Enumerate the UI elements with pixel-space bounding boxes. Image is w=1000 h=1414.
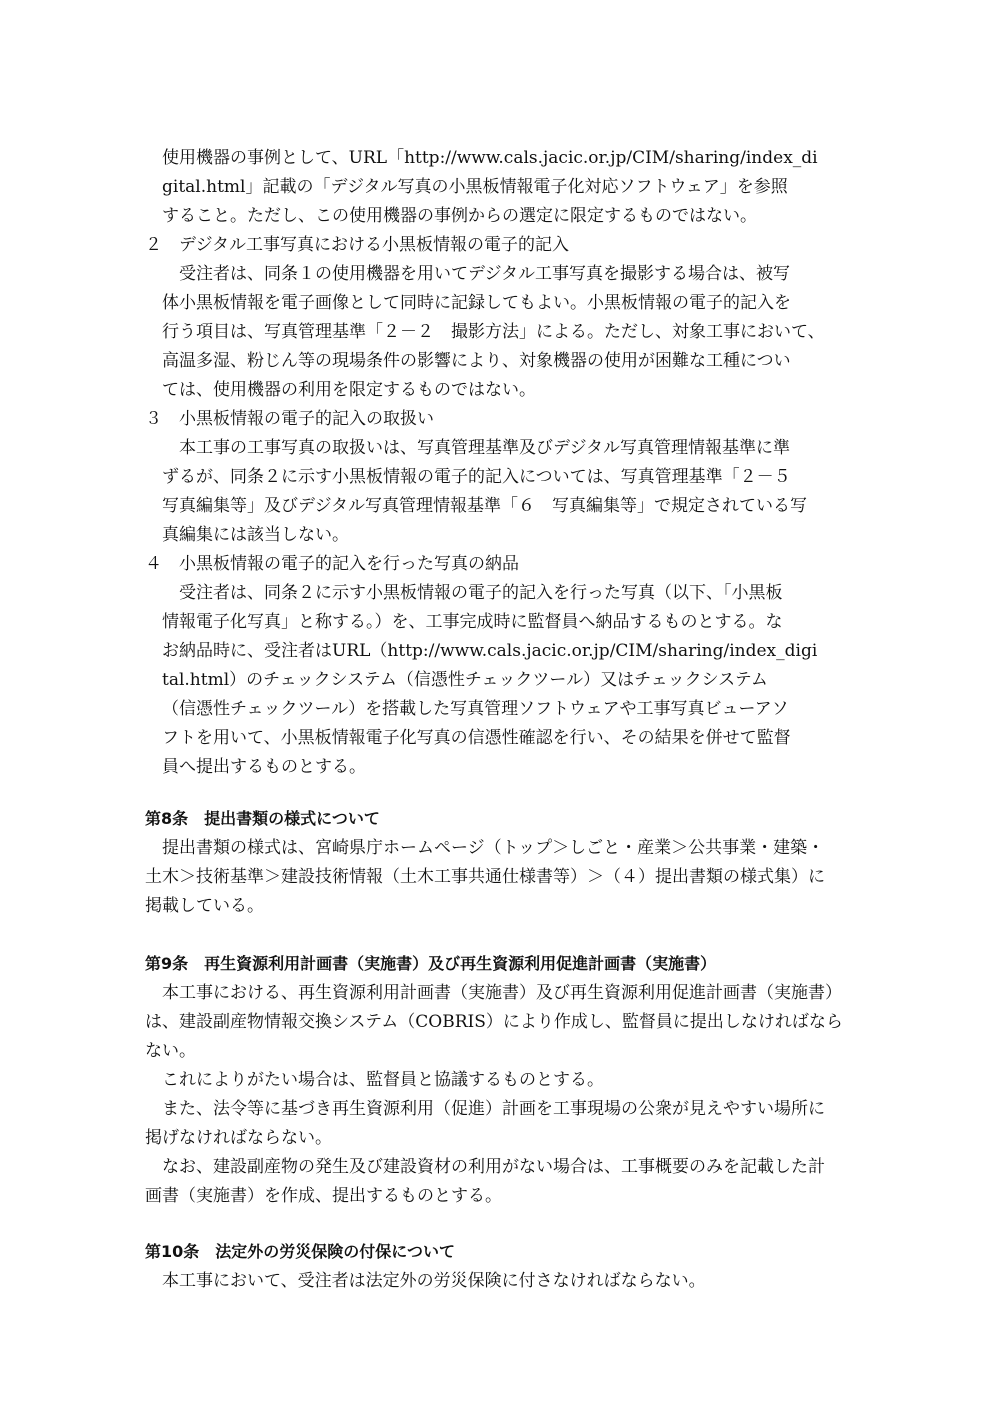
- item-heading: ４ 小黒板情報の電子的記入を行った写真の納品: [145, 554, 519, 574]
- paragraph-line: ない。: [145, 1041, 196, 1061]
- paragraph-line: 本工事において、受注者は法定外の労災保険に付さなければならない。: [162, 1271, 706, 1291]
- paragraph-line: 本工事における、再生資源利用計画書（実施書）及び再生資源利用促進計画書（実施書）: [162, 983, 842, 1003]
- paragraph-line: 本工事の工事写真の取扱いは、写真管理基準及びデジタル写真管理情報基準に準: [179, 438, 790, 458]
- article-heading: 第9条 再生資源利用計画書（実施書）及び再生資源利用促進計画書（実施書）: [145, 954, 717, 973]
- paragraph-line: 受注者は、同条１の使用機器を用いてデジタル工事写真を撮影する場合は、被写: [179, 264, 790, 284]
- paragraph-line: なお、建設副産物の発生及び建設資材の利用がない場合は、工事概要のみを記載した計: [162, 1157, 825, 1177]
- paragraph-line: すること。ただし、この使用機器の事例からの選定に限定するものではない。: [162, 206, 757, 226]
- paragraph-line: 土木＞技術基準＞建設技術情報（土木工事共通仕様書等）＞（４）提出書類の様式集）に: [145, 867, 825, 887]
- paragraph-line: tal.html）のチェックシステム（信憑性チェックツール）又はチェックシステム: [162, 670, 768, 690]
- paragraph-line: フトを用いて、小黒板情報電子化写真の信憑性確認を行い、その結果を併せて監督: [162, 728, 791, 748]
- paragraph-line: 写真編集等」及びデジタル写真管理情報基準「６ 写真編集等」で規定されている写: [162, 496, 807, 516]
- paragraph-line: 員へ提出するものとする。: [162, 757, 366, 777]
- paragraph-line: 受注者は、同条２に示す小黒板情報の電子的記入を行った写真（以下、「小黒板: [179, 583, 783, 603]
- paragraph-line: また、法令等に基づき再生資源利用（促進）計画を工事現場の公衆が見えやすい場所に: [162, 1099, 825, 1119]
- paragraph-line: （信憑性チェックツール）を搭載した写真管理ソフトウェアや工事写真ビューアソ: [162, 699, 789, 719]
- paragraph-line: 提出書類の様式は、宮崎県庁ホームページ（トップ＞しごと・産業＞公共事業・建築・: [162, 838, 825, 858]
- paragraph-line: gital.html」記載の「デジタル写真の小黒板情報電子化対応ソフトウェア」を参照: [162, 177, 788, 197]
- paragraph-line: お納品時に、受注者はURL（http://www.cals.jacic.or.jp/CIM/sharing/index_digi: [162, 641, 818, 661]
- paragraph-line: 掲載している。: [145, 896, 264, 916]
- paragraph-line: 高温多湿、粉じん等の現場条件の影響により、対象機器の使用が困難な工種につい: [162, 351, 791, 371]
- paragraph-line: 使用機器の事例として、URL「http://www.cals.jacic.or.jp/CIM/sharing/index_di: [162, 148, 818, 168]
- paragraph-line: 掲げなければならない。: [145, 1128, 332, 1148]
- paragraph-line: ずるが、同条２に示す小黒板情報の電子的記入については、写真管理基準「２－５: [162, 467, 791, 487]
- paragraph-line: 真編集には該当しない。: [162, 525, 349, 545]
- article-heading: 第10条 法定外の労災保険の付保について: [145, 1242, 455, 1261]
- article-heading: 第8条 提出書類の様式について: [145, 809, 380, 828]
- item-heading: ３ 小黒板情報の電子的記入の取扱い: [145, 409, 434, 429]
- paragraph-line: 体小黒板情報を電子画像として同時に記録してもよい。小黒板情報の電子的記入を: [162, 293, 791, 313]
- paragraph-line: これによりがたい場合は、監督員と協議するものとする。: [162, 1070, 604, 1090]
- paragraph-line: 情報電子化写真」と称する。）を、工事完成時に監督員へ納品するものとする。な: [162, 612, 783, 632]
- paragraph-line: ては、使用機器の利用を限定するものではない。: [162, 380, 536, 400]
- item-heading: ２ デジタル工事写真における小黒板情報の電子的記入: [145, 235, 569, 255]
- paragraph-line: 行う項目は、写真管理基準「２－２ 撮影方法」による。ただし、対象工事において、: [162, 322, 825, 342]
- paragraph-line: は、建設副産物情報交換システム（COBRIS）により作成し、監督員に提出しなければなら: [145, 1012, 843, 1032]
- paragraph-line: 画書（実施書）を作成、提出するものとする。: [145, 1186, 502, 1206]
